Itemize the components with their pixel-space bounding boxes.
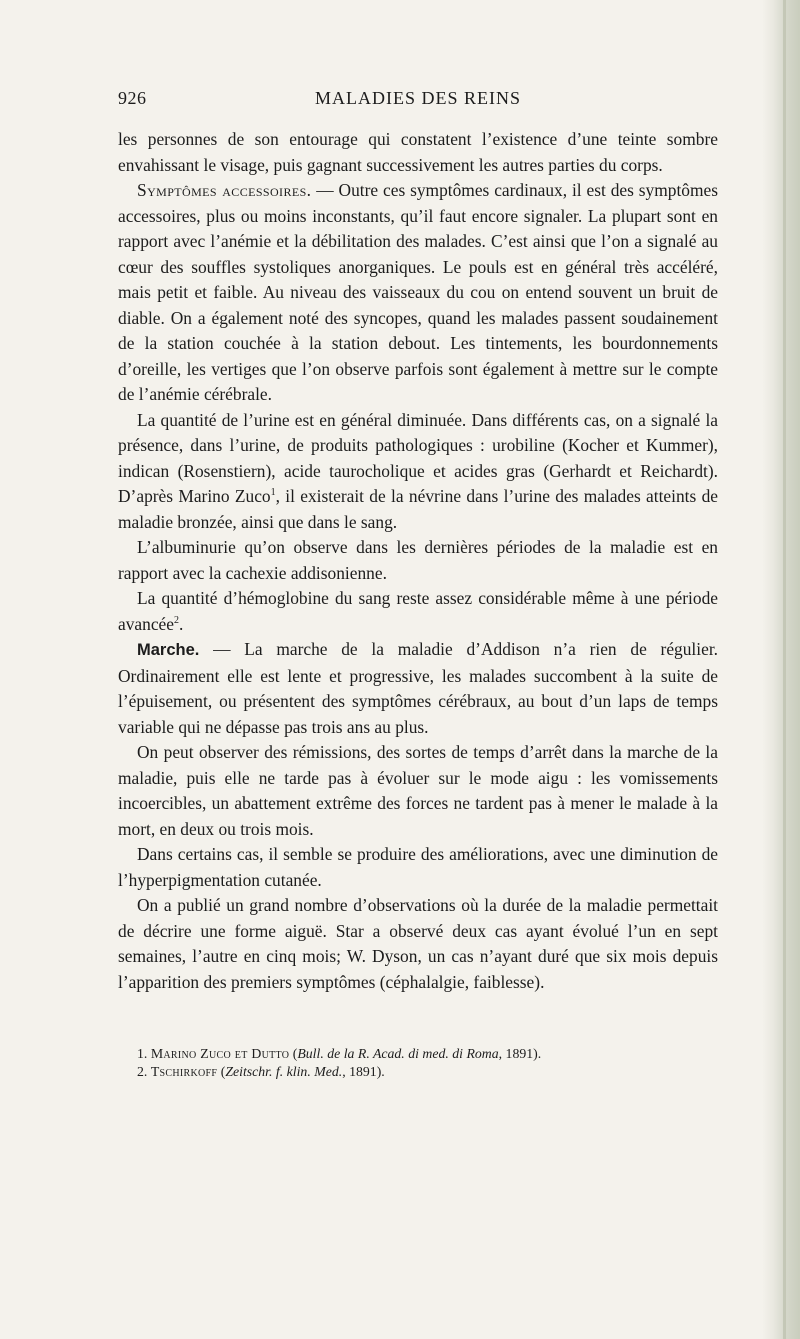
footnote-number: 1. (137, 1046, 148, 1061)
paragraph-forme-aigue: On a publié un grand nombre d’observations où la durée de la maladie permettait de décrire une forme aiguë. Star a observé deux cas ayant évolué l’un en sept semaines, l’autre en cinq mois; W. Dyson, un cas n’ayant duré que six mois depuis l’apparition des premiers symptômes (céphalalgie, faiblesse). (118, 895, 718, 992)
paragraph-hemoglobine (118, 586, 718, 637)
paragraph-urine (118, 408, 718, 536)
paragraph-albuminurie: L’albuminurie qu’on observe dans les dernières périodes de la maladie est en rapport avec la cachexie addisonienne. (118, 537, 718, 583)
footnote-year: , 1891). (498, 1046, 542, 1061)
paragraph-1: les personnes de son entourage qui constatent l’existence d’une teinte sombre envahissant le visage, puis gagnant successivement les autres parties du corps. (118, 129, 718, 175)
section-heading-symptomes: Symptômes accessoires. (137, 180, 312, 200)
paragraph-symptomes-accessoires (118, 178, 718, 408)
section-heading-marche: Marche. (137, 641, 200, 659)
page-header (118, 88, 718, 114)
footnote-authors: Tschirkoff (150, 1064, 218, 1079)
body-text (118, 127, 718, 995)
paragraph-text: — Outre ces symptômes cardinaux, il est des symptômes accessoires, plus ou moins inconstants, qu’il faut encore signaler. La plupart sont en rapport avec l’anémie et la débilitation des malades. C’est ainsi que l’on a signalé au cœur des souffles systoliques anorganiques. Le pouls est en général très accéléré, mais petit et faible. Au niveau des vaisseaux du cou on entend souvent un bruit de diable. On a également noté des syncopes, quand les malades passent soudainement de la station couchée à la station debout. Les tintements, les bourdonnements d’oreille, les vertiges que l’on observe parfois sont également à mettre sur le compte de l’anémie cérébrale. (118, 180, 718, 404)
paragraph-marche (118, 637, 718, 740)
page-edge-line (783, 0, 786, 1339)
footnote-source: Bull. de la R. Acad. di med. di Roma (297, 1046, 499, 1061)
footnote-paren: ( (289, 1046, 298, 1061)
footnote-number: 2. (137, 1064, 148, 1079)
paragraph-text: La quantité d’hémoglobine du sang reste assez considérable même à une période avancée (118, 588, 718, 634)
footnote-authors: Marino Zuco et Dutto (150, 1046, 290, 1061)
page-edge (762, 0, 800, 1339)
footnote-ref-2: 2 (174, 614, 179, 626)
paragraph-text: . (179, 613, 184, 634)
footnote-year: , 1891). (342, 1064, 385, 1079)
footnotes (118, 1045, 718, 1081)
paragraph-remissions: On peut observer des rémissions, des sortes de temps d’arrêt dans la marche de la maladie, puis elle ne tarde pas à évoluer sur le mode aigu : les vomissements incoercibles, un abattement extrême des forces ne tardent pas à mener le malade à la mort, en deux ou trois mois. (118, 742, 718, 839)
running-title: MALADIES DES REINS (314, 88, 521, 108)
footnote-source: Zeitschr. f. klin. Med. (225, 1064, 343, 1079)
paragraph-text: La quantité de l’urine est en général diminuée. Dans différents cas, on a signalé la présence, dans l’urine, de produits pathologiques : urobiline (Kocher et Kummer), indican (Rosenstiern), acide taurocholique et acides gras (Gerhardt et Reichardt). D’après Marino Zuco (118, 409, 718, 506)
paragraph-text: , il existerait de la névrine dans l’urine des malades atteints de maladie bronzée, ainsi que dans le sang. (118, 486, 718, 532)
footnote-2 (118, 1063, 718, 1081)
paragraph-ameliorations: Dans certains cas, il semble se produire des améliorations, avec une diminution de l’hyperpigmentation cutanée. (118, 844, 718, 890)
footnote-ref-1: 1 (270, 487, 276, 499)
page-number: 926 (118, 88, 147, 108)
footnote-1 (118, 1045, 718, 1063)
paragraph-text: — La marche de la maladie d’Addison n’a rien de régulier. Ordinairement elle est lente et progressive, les malades succombent à la suite de l’épuisement, ou présentent des symptômes cérébraux, au bout d’un laps de temps variable qui ne dépasse pas trois ans au plus. (118, 639, 718, 737)
footnote-paren: ( (217, 1064, 226, 1079)
